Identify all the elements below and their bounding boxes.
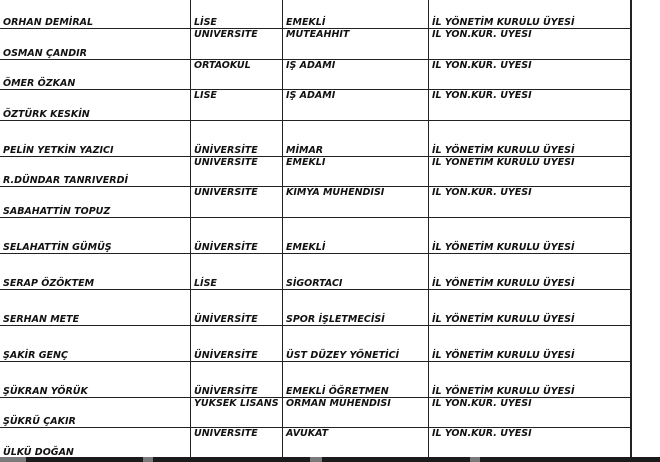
education-cell[interactable]: ÜNİVERSİTE	[191, 156, 283, 187]
role-cell[interactable]: İL YÖNETİM KURULU ÜYESİ	[429, 156, 631, 187]
name-cell[interactable]: ŞAKİR GENÇ	[0, 325, 191, 361]
name-cell[interactable]: ŞÜKRÜ ÇAKIR	[0, 397, 191, 428]
table-row	[0, 325, 631, 361]
table-row	[0, 120, 631, 156]
table-row	[0, 156, 631, 187]
scrollbar-segment	[310, 457, 322, 462]
role-cell[interactable]: İL YÖN.KUR. ÜYESİ	[429, 187, 631, 218]
empty-column[interactable]	[631, 0, 660, 462]
role-cell[interactable]: İL YÖN.KUR. ÜYESİ	[429, 397, 631, 428]
role-cell[interactable]: İL YÖN.KUR. ÜYESİ	[429, 29, 631, 60]
scrollbar-segment	[470, 457, 480, 462]
name-cell[interactable]: ORHAN DEMİRAL	[0, 0, 191, 29]
education-cell[interactable]: ÜNİVERSİTE	[191, 187, 283, 218]
table-row	[0, 428, 631, 459]
scrollbar-segment	[143, 457, 153, 462]
profession-cell[interactable]: MİMAR	[283, 120, 429, 156]
table-row	[0, 59, 631, 90]
table-row	[0, 289, 631, 325]
table-row	[0, 361, 631, 397]
profession-cell[interactable]: İŞ ADAMI	[283, 59, 429, 90]
table-row	[0, 90, 631, 121]
education-cell[interactable]: ÜNİVERSİTE	[191, 325, 283, 361]
profession-cell[interactable]: İŞ ADAMI	[283, 90, 429, 121]
name-cell[interactable]: PELİN YETKİN YAZICI	[0, 120, 191, 156]
name-cell[interactable]: SABAHATTİN TOPUZ	[0, 187, 191, 218]
education-cell[interactable]: LİSE	[191, 253, 283, 289]
role-cell[interactable]: İL YÖN.KUR. ÜYESİ	[429, 428, 631, 459]
profession-cell[interactable]: SPOR İŞLETMECİSİ	[283, 289, 429, 325]
education-cell[interactable]: ÜNİVERSİTE	[191, 289, 283, 325]
role-cell[interactable]: İL YÖNETİM KURULU ÜYESİ	[429, 289, 631, 325]
education-cell[interactable]: ÜNİVERSİTE	[191, 217, 283, 253]
name-cell[interactable]: ÖMER ÖZKAN	[0, 59, 191, 90]
table-row	[0, 187, 631, 218]
name-cell[interactable]: ŞÜKRAN YÖRÜK	[0, 361, 191, 397]
role-cell[interactable]: İL YÖNETİM KURULU ÜYESİ	[429, 120, 631, 156]
name-cell[interactable]: SERAP ÖZÖKTEM	[0, 253, 191, 289]
table-row	[0, 0, 631, 29]
bottom-scrollbar[interactable]	[0, 457, 660, 462]
profession-cell[interactable]: EMEKLİ	[283, 156, 429, 187]
profession-cell[interactable]: MÜTEAHHİT	[283, 29, 429, 60]
role-cell[interactable]: İL YÖN.KUR. ÜYESİ	[429, 59, 631, 90]
name-cell[interactable]: OSMAN ÇANDIR	[0, 29, 191, 60]
table-row	[0, 253, 631, 289]
education-cell[interactable]: YÜKSEK LİSANS	[191, 397, 283, 428]
role-cell[interactable]: İL YÖN.KUR. ÜYESİ	[429, 90, 631, 121]
scrollbar-segment	[0, 457, 26, 462]
profession-cell[interactable]: EMEKLİ ÖĞRETMEN	[283, 361, 429, 397]
role-cell[interactable]: İL YÖNETİM KURULU ÜYESİ	[429, 253, 631, 289]
role-cell[interactable]: İL YÖNETİM KURULU ÜYESİ	[429, 217, 631, 253]
profession-cell[interactable]: AVUKAT	[283, 428, 429, 459]
education-cell[interactable]: ÜNİVERSİTE	[191, 361, 283, 397]
role-cell[interactable]: İL YÖNETİM KURULU ÜYESİ	[429, 0, 631, 29]
education-cell[interactable]: LİSE	[191, 90, 283, 121]
table-row	[0, 217, 631, 253]
name-cell[interactable]: R.DÜNDAR TANRIVERDİ	[0, 156, 191, 187]
education-cell[interactable]: ÜNİVERSİTE	[191, 29, 283, 60]
profession-cell[interactable]: ORMAN MÜHENDİSİ	[283, 397, 429, 428]
education-cell[interactable]: ORTAOKUL	[191, 59, 283, 90]
education-cell[interactable]: ÜNİVERSİTE	[191, 428, 283, 459]
education-cell[interactable]: ÜNİVERSİTE	[191, 120, 283, 156]
name-cell[interactable]: ÜLKÜ DOĞAN	[0, 428, 191, 459]
profession-cell[interactable]: KİMYA MÜHENDİSİ	[283, 187, 429, 218]
education-cell[interactable]: LİSE	[191, 0, 283, 29]
name-cell[interactable]: SELAHATTİN GÜMÜŞ	[0, 217, 191, 253]
profession-cell[interactable]: EMEKLİ	[283, 0, 429, 29]
role-cell[interactable]: İL YÖNETİM KURULU ÜYESİ	[429, 325, 631, 361]
profession-cell[interactable]: SİGORTACI	[283, 253, 429, 289]
table-row	[0, 29, 631, 60]
table-row	[0, 397, 631, 428]
role-cell[interactable]: İL YÖNETİM KURULU ÜYESİ	[429, 361, 631, 397]
name-cell[interactable]: ÖZTÜRK KESKİN	[0, 90, 191, 121]
profession-cell[interactable]: EMEKLİ	[283, 217, 429, 253]
profession-cell[interactable]: ÜST DÜZEY YÖNETİCİ	[283, 325, 429, 361]
name-cell[interactable]: SERHAN METE	[0, 289, 191, 325]
